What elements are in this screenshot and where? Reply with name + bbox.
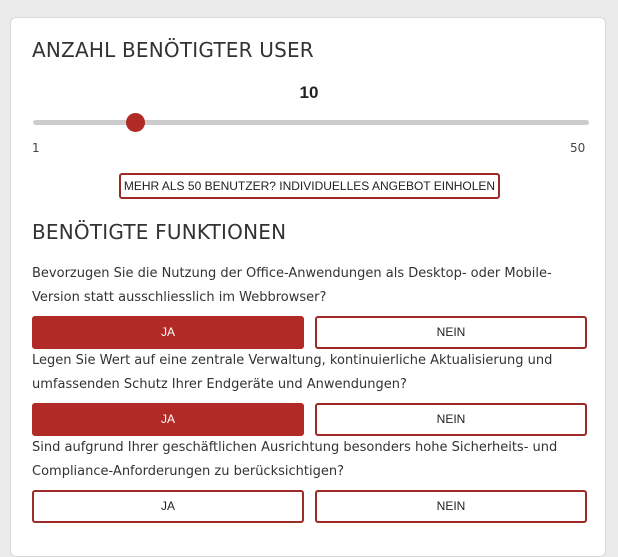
yes-button[interactable]: JA <box>32 316 304 349</box>
no-button[interactable]: NEIN <box>315 403 587 436</box>
no-button[interactable]: NEIN <box>315 490 587 523</box>
question-desktop-apps: Bevorzugen Sie die Nutzung der Office-Anwendungen als Desktop- oder Mobile-Version statt ausschliesslich im Webbrowser? <box>32 266 552 305</box>
question-central-management: Legen Sie Wert auf eine zentrale Verwaltung, kontinuierliche Aktualisierung und umfassenden Schutz Ihrer Endgeräte und Anwendungen? <box>32 353 553 392</box>
question-compliance: Sind aufgrund Ihrer geschäftlichen Ausrichtung besonders hohe Sicherheits- und Compliance-Anforderungen zu berücksichtigen? <box>32 440 558 479</box>
user-count-slider[interactable] <box>33 120 589 125</box>
slider-value-label: 10 <box>299 83 319 102</box>
functions-heading: BENÖTIGTE FUNKTIONEN <box>32 220 287 244</box>
individual-offer-button[interactable]: MEHR ALS 50 BENUTZER? INDIVIDUELLES ANGEBOT EINHOLEN <box>119 173 500 199</box>
slider-thumb[interactable] <box>126 113 145 132</box>
slider-min-label: 1 <box>32 141 40 155</box>
yes-button[interactable]: JA <box>32 490 304 523</box>
no-button[interactable]: NEIN <box>315 316 587 349</box>
yes-button[interactable]: JA <box>32 403 304 436</box>
slider-max-label: 50 <box>570 141 586 155</box>
user-count-heading: ANZAHL BENÖTIGTER USER <box>32 38 314 62</box>
configurator-card <box>10 17 606 557</box>
